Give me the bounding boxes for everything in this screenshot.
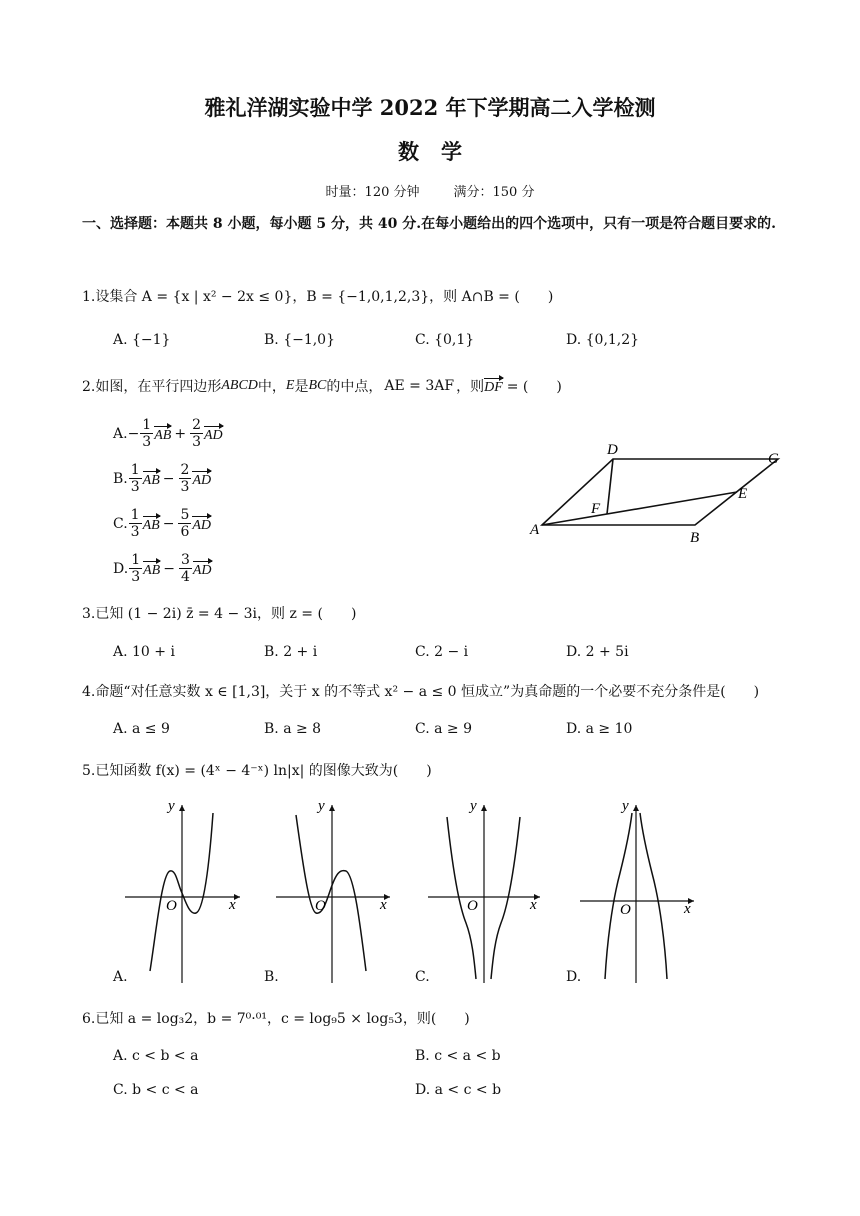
vector-ab: AB: [143, 559, 160, 579]
question-5-stem: 5.已知函数 f(x) = (4ˣ − 4⁻ˣ) ln|x| 的图像大致为( ): [82, 763, 432, 779]
time-limit: 时量：120 分钟: [325, 185, 420, 200]
question-2-option-b[interactable]: B. $\frac{1}{3}$ AB − $\frac{2}{3}$ AD: [113, 462, 212, 495]
question-4-stem: 4.命题“对任意实数 x ∈ [1,3]，关于 x 的不等式 x² − a ≤ 0 恒成立”为真命题的一个必要不充分条件是( ): [82, 684, 760, 700]
vector-ad: AD: [192, 469, 211, 489]
question-4-option-a[interactable]: A. a ≤ 9: [113, 721, 170, 737]
fraction: $\frac{3}{4}$: [180, 552, 190, 585]
function-graphs: [110, 793, 710, 993]
svg-text:O: O: [166, 898, 177, 914]
full-score: 满分：150 分: [453, 185, 535, 200]
exam-meta: [0, 181, 860, 200]
question-1-option-c[interactable]: C. {0,1}: [415, 332, 475, 348]
label-b: B: [690, 530, 700, 546]
vector-ab: AB: [154, 424, 171, 444]
label-f: F: [591, 501, 601, 517]
question-1-option-b[interactable]: B. {−1,0}: [264, 332, 335, 348]
graph-a: [125, 798, 240, 983]
question-6-stem: 6.已知 a = log₃2，b = 7⁰·⁰¹，c = log₉5 × log₅3，则( ): [82, 1011, 470, 1027]
vector-ab: AB: [143, 469, 160, 489]
question-2-option-c[interactable]: C. $\frac{1}{3}$ AB − $\frac{5}{6}$ AD: [113, 507, 212, 540]
fraction: $\frac{2}{3}$: [180, 462, 190, 495]
svg-text:x: x: [530, 897, 537, 913]
svg-text:O: O: [315, 898, 326, 914]
svg-text:x: x: [684, 901, 691, 917]
svg-text:y: y: [168, 798, 175, 814]
vector-ad: AD: [192, 514, 211, 534]
question-3-stem: 3.已知 (1 − 2i) z̄ = 4 − 3i，则 z = ( ): [82, 606, 357, 622]
fraction: $\frac{1}{3}$: [142, 417, 152, 450]
fraction: $\frac{1}{3}$: [131, 552, 141, 585]
svg-text:y: y: [318, 798, 325, 814]
label-a: A: [530, 522, 540, 538]
question-5-option-d[interactable]: D.: [566, 969, 582, 985]
question-4-option-b[interactable]: B. a ≥ 8: [264, 721, 322, 737]
question-6-option-a[interactable]: A. c < b < a: [113, 1048, 199, 1064]
question-4-option-d[interactable]: D. a ≥ 10: [566, 721, 633, 737]
graph-b: [276, 798, 390, 983]
question-3-option-a[interactable]: A. 10 + i: [113, 644, 175, 660]
question-3-option-d[interactable]: D. 2 + 5i: [566, 644, 629, 660]
label-c: C: [768, 451, 779, 467]
fraction: $\frac{1}{3}$: [130, 507, 140, 540]
question-2-option-a[interactable]: A. − $\frac{1}{3}$ AB + $\frac{2}{3}$ AD: [113, 417, 223, 450]
svg-text:O: O: [620, 902, 631, 918]
question-4-option-c[interactable]: C. a ≥ 9: [415, 721, 472, 737]
vector-df: DF: [484, 376, 503, 396]
svg-text:O: O: [467, 898, 478, 914]
question-2-stem: 2.如图，在平行四边形 ABCD 中， E 是 BC 的中点， AE = 3AF ，则 DF = ( ): [82, 378, 562, 395]
fraction: $\frac{2}{3}$: [192, 417, 201, 450]
fraction: $\frac{1}{3}$: [130, 462, 140, 495]
question-6-option-b[interactable]: B. c < a < b: [415, 1048, 501, 1064]
svg-text:x: x: [380, 897, 387, 913]
section-heading: 一、选择题：本题共 8 小题，每小题 5 分，共 40 分.在每小题给出的四个选项中，只有一项是符合题目要求的.: [82, 216, 776, 232]
question-5-option-a[interactable]: A.: [113, 969, 128, 985]
label-d: D: [607, 442, 618, 458]
graph-c: [428, 798, 540, 983]
svg-text:y: y: [622, 798, 629, 814]
question-2-option-d[interactable]: D. $\frac{1}{3}$ AB − $\frac{3}{4}$ AD: [113, 552, 212, 585]
vector-ad: AD: [193, 559, 212, 579]
graph-d: [580, 798, 694, 983]
parallelogram-figure: [520, 436, 790, 548]
vector-ad: AD: [204, 424, 223, 444]
question-1-stem: 1.设集合 A = {x | x² − 2x ≤ 0}，B = {−1,0,1,2,3}，则 A∩B = ( ): [82, 289, 554, 305]
question-6-option-d[interactable]: D. a < c < b: [415, 1082, 502, 1098]
question-5-option-b[interactable]: B.: [264, 969, 279, 985]
question-6-option-c[interactable]: C. b < c < a: [113, 1082, 199, 1098]
question-1-option-d[interactable]: D. {0,1,2}: [566, 332, 640, 348]
exam-title: 雅礼洋湖实验中学 2022 年下学期高二入学检测: [204, 95, 656, 120]
question-1-option-a[interactable]: A. {−1}: [113, 332, 171, 348]
fraction: $\frac{5}{6}$: [180, 507, 190, 540]
question-5-option-c[interactable]: C.: [415, 969, 430, 985]
label-e: E: [738, 486, 748, 502]
question-3-option-b[interactable]: B. 2 + i: [264, 644, 318, 660]
exam-subject: 数学: [398, 139, 484, 164]
vector-ab: AB: [143, 514, 160, 534]
svg-text:y: y: [470, 798, 477, 814]
svg-text:x: x: [229, 897, 236, 913]
question-3-option-c[interactable]: C. 2 − i: [415, 644, 469, 660]
